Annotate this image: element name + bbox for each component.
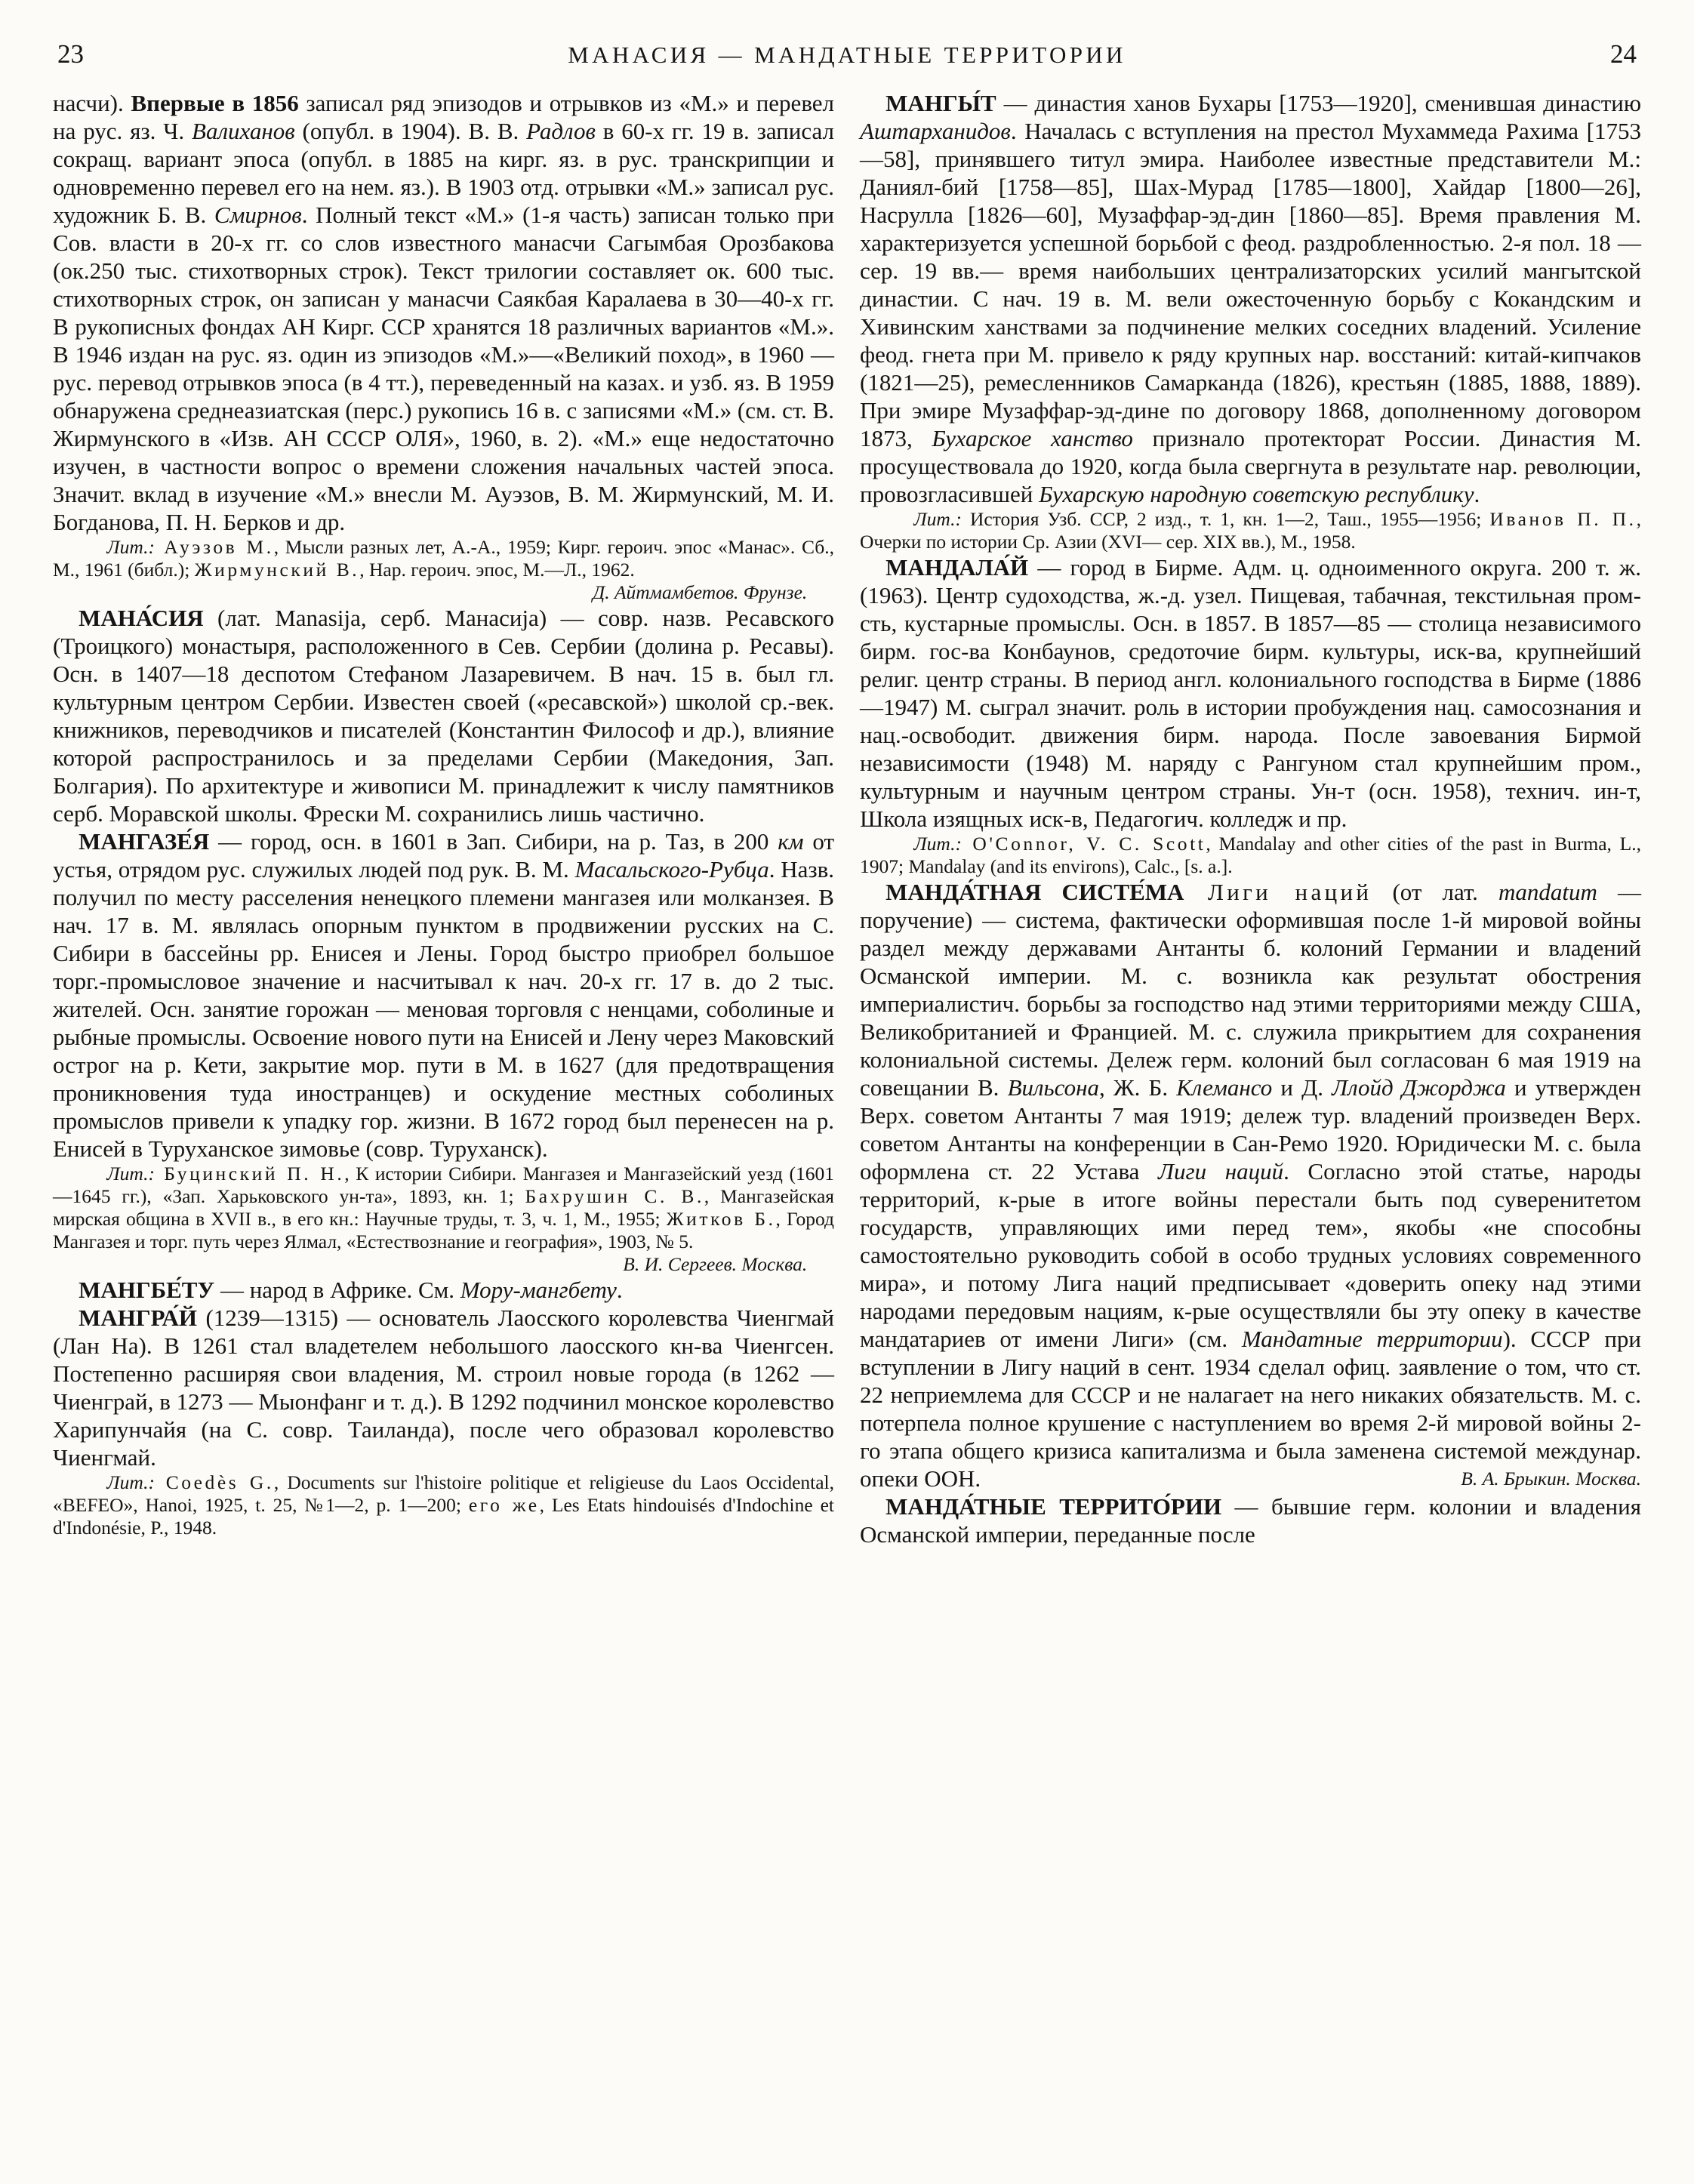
text-run: Ллойд Джорджа xyxy=(1332,1074,1506,1101)
text-run: (1239—1315) — основатель Лаосского королевства Чиенгмай (Лан На). В 1261 стал владетелем небольшого лаосского кн-ва Чиенгсен. Постепенно расширяя свои владения, М. строил новые города (в 1262 — Чиенграй, в 1273 — Мыонфанг и т. д.). В 1292 подчинил монское королевство Харипунчайя (на С. совр. Таиланда), после чего образовал королевство Чиенгмай. xyxy=(53,1305,834,1471)
text-run: МАНДА́ТНЫЕ ТЕРРИТО́РИИ xyxy=(886,1493,1222,1520)
text-run: в 60-х гг. 19 в. записал сокращ. вариант эпоса (опубл. в 1885 на кирг. яз. в рус. транскрипции и одновременно перевел его на нем. яз.). В 1903 отд. отрывки «М.» записал рус. художник Б. В. xyxy=(53,118,834,228)
text-run: Буцинский П. Н. xyxy=(155,1163,345,1184)
text-run: — народ в Африке. См. xyxy=(214,1277,460,1303)
text-run: — город в Бирме. Адм. ц. одноименного округа. 200 т. ж. (1963). Центр судоходства, ж.-д. узел. Пищевая, табачная, текстильная пром-сть, кустарные промыслы. Осн. в 1857. В 1857—85 — столица независимого бирм. гос-ва Конбаунов, средоточие бирм. культуры, иск-ва, крупнейший религ. центр страны. В период англ. колониального господства в Бирме (1886—1947) М. сыграл значит. роль в истории пробуждения нац. самосознания и нац.-освободит. движения бирм. народа. После завоевания Бирмой независимости (1948) М. наряду с Рангуном стал крупнейшим пром., культурным и научным центром страны. Ун-т (осн. 1958), технич. ин-т, Школа изящных иск-в, Педагогич. колледж и пр. xyxy=(860,554,1641,832)
text-run: — город, осн. в 1601 в Зап. Сибири, на р. Таз, в 200 xyxy=(209,828,778,855)
sig-paragraph xyxy=(53,581,834,604)
right-page-number: 24 xyxy=(1610,39,1637,69)
text-run: , Мысли разных лет, А.-А., 1959; Кирг. героич. эпос «Манас». Сб., М., 1961 (библ.); xyxy=(53,536,835,581)
text-run: Иванов П. П. xyxy=(1489,508,1637,530)
text-run: Бахрушин С. В. xyxy=(525,1185,704,1207)
text-run: Аштарханидов xyxy=(860,118,1011,144)
text-run: Лиги наций xyxy=(1158,1158,1284,1184)
entry-paragraph xyxy=(53,1304,834,1471)
text-run: Бухарское ханство xyxy=(932,425,1133,451)
text-run: (лат. Manasija, серб. Манасија) — совр. назв. Ресавского (Троицкого) монастыря, расположенного в Сев. Сербии (долина р. Ресавы). Осн. в 1407—18 деспотом Стефаном Лазаревичем. В нач. 15 в. был гл. культурным центром Сербии. Известен своей («ресавской») школой ср.-век. книжников, переводчиков и писателей (Константин Философ и др.), влияние которой распространилось и за пределами Сербии (Македония, Зап. Болгария). По архитектуре и живописи М. принадлежит к числу памятников серб. Моравской школы. Фрески М. сохранились лишь частично. xyxy=(53,605,834,827)
text-run: МАНДА́ТНАЯ СИСТЕ́МА xyxy=(886,879,1184,905)
text-run: от устья, отрядом рус. служилых людей под рук. В. М. xyxy=(53,828,835,883)
text-run: МАНГАЗЕ́Я xyxy=(79,828,210,855)
text-run: В. И. Сергеев. Москва. xyxy=(623,1253,808,1275)
sig-paragraph xyxy=(53,1253,834,1276)
text-run: . xyxy=(616,1277,623,1303)
text-run: Мандатные территории xyxy=(1241,1326,1503,1352)
entry-paragraph xyxy=(860,553,1641,833)
lit-paragraph xyxy=(53,536,834,581)
text-run: насчи). xyxy=(53,90,131,116)
text-run: признало протекторат России. Династия М. просуществовала до 1920, когда была свергнута в результате нар. революции, провозгласившей xyxy=(860,425,1642,507)
entry-paragraph xyxy=(860,878,1641,1492)
text-run: (опубл. в 1904). В. В. xyxy=(294,118,527,144)
text-run: и утвержден Верх. советом Антанты 7 мая 1919; дележ тур. владений произведен Верх. советом Антанты на конференции в Сан-Ремо 1920. Юридически М. с. была оформлена ст. 22 Устава xyxy=(860,1074,1641,1184)
text-run: и Д. xyxy=(1272,1074,1332,1101)
text-run: История Узб. ССР, 2 изд., т. 1, кн. 1—2, Таш., 1955—1956; xyxy=(962,508,1490,530)
text-run: Жирмунский В. xyxy=(194,559,360,581)
entry-paragraph xyxy=(53,604,834,827)
text-run: . Полный текст «М.» (1-я часть) записан только при Сов. власти в 20-х гг. со слов известного манасчи Сагымбая Орозбакова (ок.250 тыс. стихотворных строк). Текст трилогии составляет ок. 600 тыс. стихотворных строк, он записан у манасчи Саякбая Каралаева в 30—40-х гг. В рукописных фондах АН Кирг. ССР хранятся 18 различных вариантов «М.». В 1946 издан на рус. яз. один из эпизодов «М.»—«Великий поход», в 1960 — рус. перевод отрывков эпоса (в 4 тт.), переведенный на казах. и узб. яз. В 1959 обнаружена среднеазиатская (перс.) рукопись 16 в. с записями «М.» (см. ст. В. Жирмунского в «Изв. АН СССР ОЛЯ», 1960, в. 2). «М.» еще недостаточно изучен, в частности вопрос о времени сложения начальных частей эпоса. Значит. вклад в изучение «М.» внесли М. Ауэзов, В. М. Жирмунский, М. И. Богданова, П. Н. Берков и др. xyxy=(53,202,834,535)
text-run: (от лат. xyxy=(1372,879,1499,905)
running-head-title: МАНАСИЯ — МАНДАТНЫЕ ТЕРРИТОРИИ xyxy=(568,42,1126,68)
text-run: МАНГРА́Й xyxy=(79,1305,198,1331)
text-run: , Mandalay and other cities of the past in Burma, L., 1907; Mandalay (and its environs), Calc., [s. a.]. xyxy=(860,833,1642,877)
page-header xyxy=(53,39,1641,75)
entry-paragraph xyxy=(53,827,834,1163)
text-run: mandatum xyxy=(1498,879,1597,905)
text-run: — поручение) — система, фактически оформившая после 1-й мировой войны раздел между державами Антанты б. колоний Германии и владений Османской империи. М. с. возникла как результат обострения империалистич. борьбы за господство над этими территориями между США, Великобританией и Францией. М. с. служила прикрытием для сохранения колониальной системы. Дележ герм. колоний был согласован 6 мая 1919 на совещании В. xyxy=(860,879,1642,1101)
text-run: — бывшие герм. колонии и владения Османской империи, переданные после xyxy=(860,1493,1641,1548)
text-run: , Очерки по истории Ср. Азии (XVI— сер. XIX вв.), М., 1958. xyxy=(860,508,1642,553)
lit-paragraph xyxy=(53,1163,834,1253)
text-run: МАНДАЛА́Й xyxy=(886,554,1029,581)
lit-paragraph xyxy=(860,833,1641,878)
text-run: , Ж. Б. xyxy=(1099,1074,1177,1101)
text-run: Бухарскую народную советскую республику xyxy=(1039,481,1474,507)
right-column xyxy=(860,89,1641,1548)
text-run: , К истории Сибири. Мангазея и Мангазейский уезд (1601—1645 гг.), «Зап. Харьковского ун-та», 1893, кн. 1; xyxy=(53,1163,834,1207)
text-columns xyxy=(53,89,1641,1548)
lit-paragraph xyxy=(53,1471,834,1539)
lit-paragraph xyxy=(860,508,1641,553)
text-run: Радлов xyxy=(526,118,596,144)
text-run: Масальского-Рубца xyxy=(574,856,769,883)
text-run: Лиги наций xyxy=(1184,879,1372,905)
text-run: Ауэзов М. xyxy=(155,536,274,558)
text-run: его же xyxy=(468,1494,540,1516)
text-run: Смирнов xyxy=(214,202,302,228)
text-run: , Нар. героич. эпос, М.—Л., 1962. xyxy=(359,559,635,581)
text-run: , Documents sur l'histoire politique et religieuse du Laos Occidental, «BEFEO», Hanoi, 1925, t. 25, №1—2, p. 1—200; xyxy=(53,1471,835,1516)
text-run: В. А. Брыкин. Москва. xyxy=(1461,1468,1641,1489)
text-run: . Согласно этой статье, народы территорий, к-рые в итоге войны перестали быть под суверенитетом государств, управляющих ими перед тем», якобы «не способны самостоятельно руководить собой в особо трудных условиях современного мира», и потому Лига наций предписывает «доверить опеку над этими народами передовым нациям, к-рые осуществляли бы эту опеку в качестве мандатариев от имени Лиги» (см. xyxy=(860,1158,1641,1352)
text-run: записал ряд эпизодов и отрывков из «М.» и перевел на рус. яз. Ч. xyxy=(53,90,835,144)
text-run: O'Connor, V. C. Scott xyxy=(962,833,1206,855)
left-page-number: 23 xyxy=(57,39,84,69)
text-run: Валиханов xyxy=(192,118,295,144)
entry-paragraph xyxy=(53,1276,834,1304)
text-run: Мору-мангбету xyxy=(460,1277,617,1303)
text-run: Вильсона xyxy=(1007,1074,1099,1101)
text-run: , Город Мангазея и торг. путь через Ялмал, «Естествознание и география», 1903, № 5. xyxy=(53,1208,834,1252)
text-run: Клемансо xyxy=(1176,1074,1273,1101)
text-run: Впервые в 1856 xyxy=(131,90,299,116)
text-run: МАНГБЕ́ТУ xyxy=(79,1277,215,1303)
text-run: км xyxy=(778,828,804,855)
text-run: , Мангазейская мирская община в XVII в., в его кн.: Научные труды, т. 3, ч. 1, М., 1955; xyxy=(53,1185,834,1230)
entry-paragraph xyxy=(860,89,1641,508)
text-run: Лит.: xyxy=(913,833,962,855)
text-run: Д. Айтмамбетов. Фрунзе. xyxy=(592,581,808,603)
text-run: . xyxy=(1474,481,1480,507)
text-run: МАНГЫ́Т xyxy=(886,90,996,116)
text-run: Житков Б. xyxy=(666,1208,776,1230)
entry-paragraph xyxy=(860,1492,1641,1548)
text-run: — династия ханов Бухары [1753—1920], сменившая династию xyxy=(996,90,1641,116)
text-run: . Началась с вступления на престол Мухаммеда Рахима [1753—58], принявшего титул эмира. Наиболее известные представители М.: Даниял-бий [1758—85], Шах-Мурад [1785—1800], Хайдар [1800—26], Насрулла [1826—60], Музаффар-эд-дин [1860—85]. Время правления М. характеризуется успешной борьбой с феод. раздробленностью. 2-я пол. 18 — сер. 19 вв.— время наибольших централизаторских усилий мангытской династии. С нач. 19 в. М. вели ожесточенную борьбу с Кокандским и Хивинским ханствами за подчинение мелких соседних владений. Усиление феод. гнета при М. привело к ряду крупных нар. восстаний: китай-кипчаков (1821—25), ремесленников Самарканда (1826), крестьян (1885, 1888, 1889). При эмире Музаффар-эд-дине по договору 1868, дополненному договором 1873, xyxy=(860,118,1641,451)
text-run: Лит.: xyxy=(106,1471,156,1493)
text-run: ). СССР при вступлении в Лигу наций в сент. 1934 сделал офиц. заявление о том, что ст. 22 неприемлема для СССР и не налагает на него никаких обязательств. М. с. потерпела полное крушение с наступлением во время 2-й мировой войны 2-го этапа общего кризиса капитализма и была заменена системой междунар. опеки ООН. xyxy=(860,1326,1642,1492)
text-run: Лит.: xyxy=(106,536,156,558)
text-run: . Назв. получил по месту расселения ненецкого племени мангазея или молканзея. В нач. 17 в. М. являлась опорным пунктом в продвижении русских на С. Сибири в бассейны рр. Енисея и Лены. Город быстро приобрел большое торг.-промысловое значение и насчитывал к нач. 20-х гг. 17 в. до 2 тыс. жителей. Осн. занятие горожан — меновая торговля с ненцами, соболиные и рыбные промыслы. Освоение нового пути на Енисей и Лену через Маковский острог на р. Кети, закрытие мор. пути в М. в 1627 (для предотвращения проникновения туда иностранцев) и оскудение местных соболиных промыслов привели к упадку гор. жизни. В 1672 город был перенесен на р. Енисей в Туруханское зимовье (совр. Туруханск). xyxy=(53,856,835,1162)
cont-paragraph xyxy=(53,89,834,536)
text-run: Лит.: xyxy=(913,508,962,530)
text-run: Лит.: xyxy=(106,1163,156,1184)
text-run: Coedès G. xyxy=(155,1471,274,1493)
text-run: МАНА́СИЯ xyxy=(79,605,204,631)
text-run: , Les Etats hindouisés d'Indochine et d'Indonésie, P., 1948. xyxy=(53,1494,834,1539)
left-column xyxy=(53,89,834,1548)
